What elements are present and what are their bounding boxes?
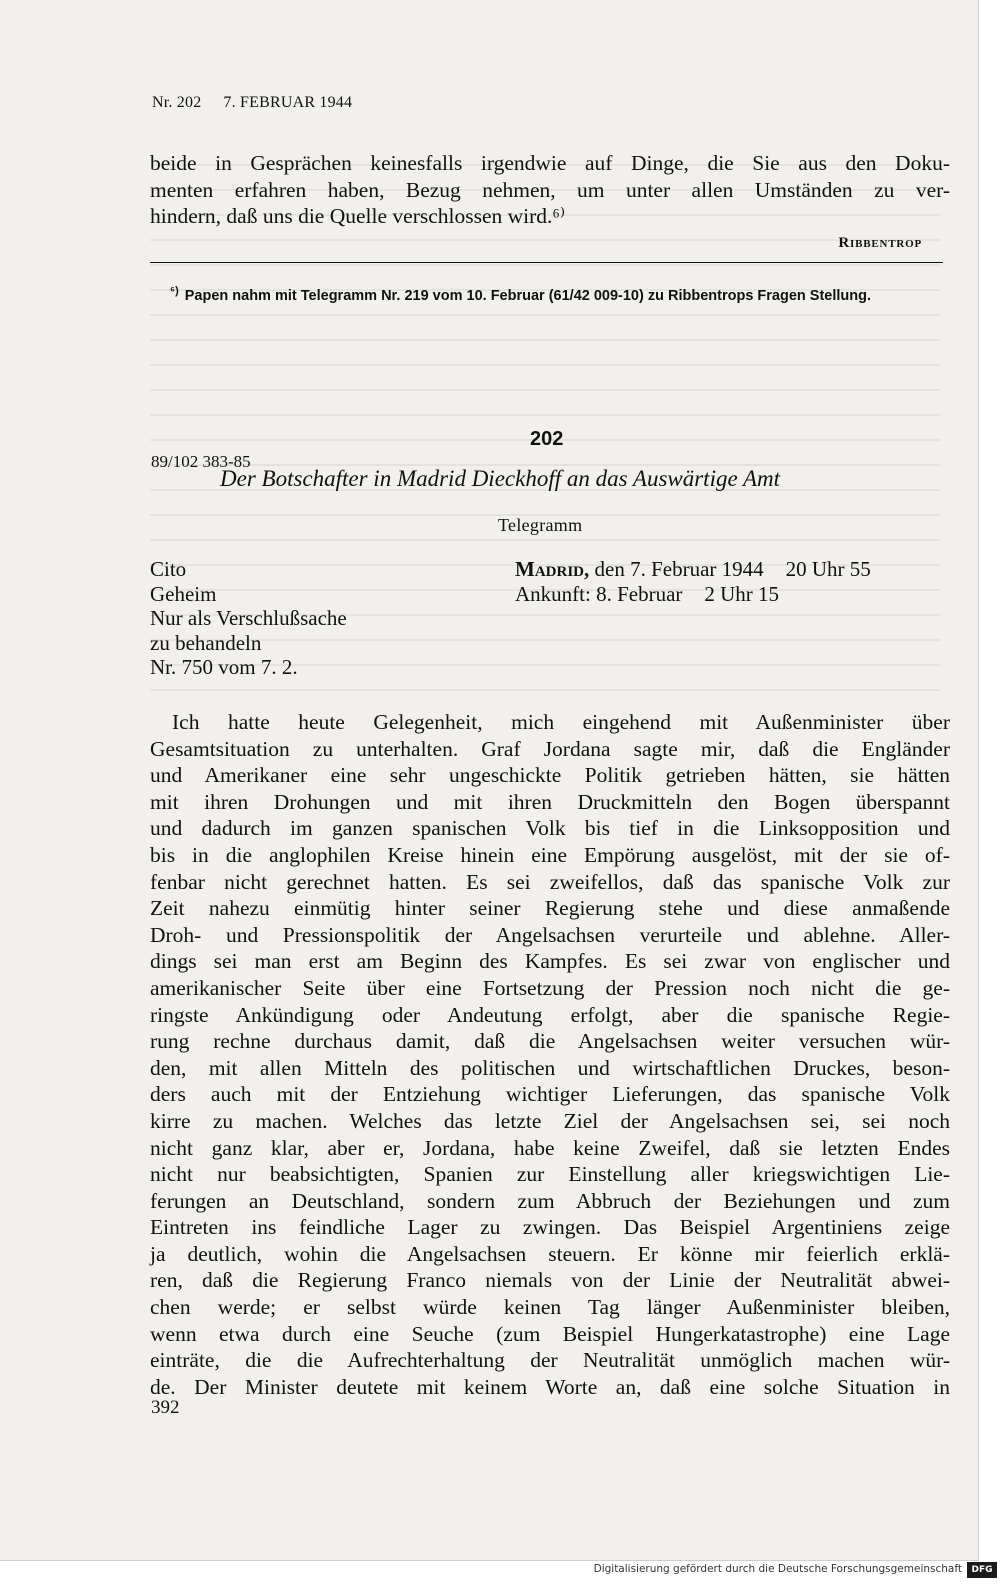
document-type: Telegramm <box>498 515 583 535</box>
running-header <box>152 94 374 112</box>
body-line: de. Der Minister deutete mit keinem Worte an, daß eine solche Situation in <box>150 1374 950 1399</box>
arrival-date: Ankunft: 8. Februar <box>515 581 683 606</box>
classification-line: Nur als Verschlußsache <box>150 606 347 630</box>
digitization-credit: Digitalisierung gefördert durch die Deutsche Forschungsgemeinschaft <box>593 1563 962 1575</box>
body-line: einträte, die die Aufrechterhaltung der Neutralität unmöglich machen wür- <box>150 1348 950 1373</box>
body-line: nicht nur beabsichtigten, Spanien zur Einstellung aller kriegswichtigen Lie- <box>150 1162 950 1187</box>
body-paragraph <box>150 709 950 1400</box>
header-date: 7. FEBRUAR 1944 <box>223 94 353 111</box>
footnote-marker: ⁶) <box>170 285 179 297</box>
dfg-logo: DFG <box>967 1562 997 1578</box>
file-reference: 89/102 383-85 <box>151 452 251 471</box>
body-line: und Amerikaner eine sehr ungeschickte Politik getrieben hätten, sie hätten <box>150 763 950 788</box>
body-line: nicht ganz klar, aber er, Jordana, habe keine Zweifel, daß sie letzten Endes <box>150 1135 950 1160</box>
arrival-line <box>515 582 871 607</box>
footnote-divider <box>150 262 943 263</box>
body-line: ringste Ankündigung oder Andeutung erfolgt, aber die spanische Regie- <box>150 1002 950 1027</box>
classification-line: Cito <box>150 557 187 581</box>
body-line: mit ihren Drohungen und mit ihren Druckmitteln den Bogen überspannt <box>150 789 950 814</box>
body-line: ferungen an Deutschland, sondern zum Abbruch der Beziehungen und zum <box>150 1188 950 1213</box>
continuation-line: hindern, daß uns die Quelle verschlossen wird.⁶⁾ <box>150 204 566 229</box>
document-title: Der Botschafter in Madrid Dieckhoff an das Auswärtige Amt <box>220 466 781 491</box>
footnote <box>170 282 945 306</box>
dispatch-date: den 7. Februar 1944 <box>594 557 764 581</box>
dispatch-time: 20 Uhr 55 <box>785 557 871 581</box>
body-line: dings sei man erst am Beginn des Kampfes. Es sei zwar von englischer und <box>150 949 950 974</box>
body-line: den, mit allen Mitteln des politischen und wirtschaftlichen Druckes, beson- <box>150 1055 950 1080</box>
body-line: ders auch mit der Entziehung wichtiger Lieferungen, das spanische Volk <box>150 1082 950 1107</box>
continuation-line: menten erfahren haben, Bezug nehmen, um unter allen Umständen zu ver- <box>150 177 950 202</box>
classification-line: zu behandeln <box>150 630 262 655</box>
signature: Ribbentrop <box>838 235 922 251</box>
dispatch-place: Madrid, <box>515 557 590 581</box>
body-line: fenbar nicht gerechnet hatten. Es sei zweifellos, daß das spanische Volk zur <box>150 869 950 894</box>
body-line: rung rechne durchaus damit, daß die Angelsachsen weiter versuchen wür- <box>150 1029 950 1054</box>
body-line: bis in die anglophilen Kreise hinein eine Empörung ausgelöst, mit der sie of- <box>150 842 950 867</box>
body-line: Gesamtsituation zu unterhalten. Graf Jordana sagte mir, daß die Engländer <box>150 736 950 761</box>
body-line: und dadurch im ganzen spanischen Volk bis tief in die Linksopposition und <box>150 816 950 841</box>
arrival-time: 2 Uhr 15 <box>704 581 780 606</box>
dispatch-block <box>515 557 871 606</box>
body-line: Zeit nahezu einmütig hinter seiner Regierung stehe und diese anmaßende <box>150 896 950 921</box>
body-line: Ich hatte heute Gelegenheit, mich eingehend mit Außenminister über <box>172 710 950 734</box>
body-line: kirre zu machen. Welches das letzte Ziel der Angelsachsen sei, sei noch <box>150 1108 950 1133</box>
page-number: 392 <box>151 1397 180 1418</box>
body-line: ja deutlich, wohin die Angelsachsen steuern. Er könne mir feierlich erklä- <box>150 1241 950 1266</box>
body-line: amerikanischer Seite über eine Fortsetzung der Pression noch nicht die ge- <box>150 975 950 1000</box>
body-line: chen werde; er selbst würde keinen Tag länger Außenminister bleiben, <box>150 1295 950 1320</box>
body-line: wenn etwa durch eine Seuche (zum Beispiel Hungerkatastrophe) eine Lage <box>150 1321 950 1346</box>
body-line: Eintreten ins feindliche Lager zu zwingen. Das Beispiel Argentiniens zeige <box>150 1215 950 1240</box>
classification-block <box>150 557 347 680</box>
header-doc-ref: Nr. 202 <box>152 94 202 111</box>
classification-line: Nr. 750 vom 7. 2. <box>150 655 298 679</box>
footnote-text: Papen nahm mit Telegramm Nr. 219 vom 10. Februar (61/42 009-10) zu Ribbentrops Fragen Stellung. <box>184 287 871 304</box>
classification-line: Geheim <box>150 581 217 606</box>
document-number: 202 <box>530 428 564 450</box>
body-line: ren, daß die Regierung Franco niemals von der Linie der Neutralität abwei- <box>150 1268 950 1293</box>
dispatch-line <box>515 557 871 582</box>
continuation-paragraph <box>150 150 950 230</box>
body-line: Droh- und Pressionspolitik der Angelsachsen verurteile und ablehne. Aller- <box>150 922 950 947</box>
continuation-line: beide in Gesprächen keinesfalls irgendwie auf Dinge, die Sie aus den Doku- <box>150 151 950 175</box>
